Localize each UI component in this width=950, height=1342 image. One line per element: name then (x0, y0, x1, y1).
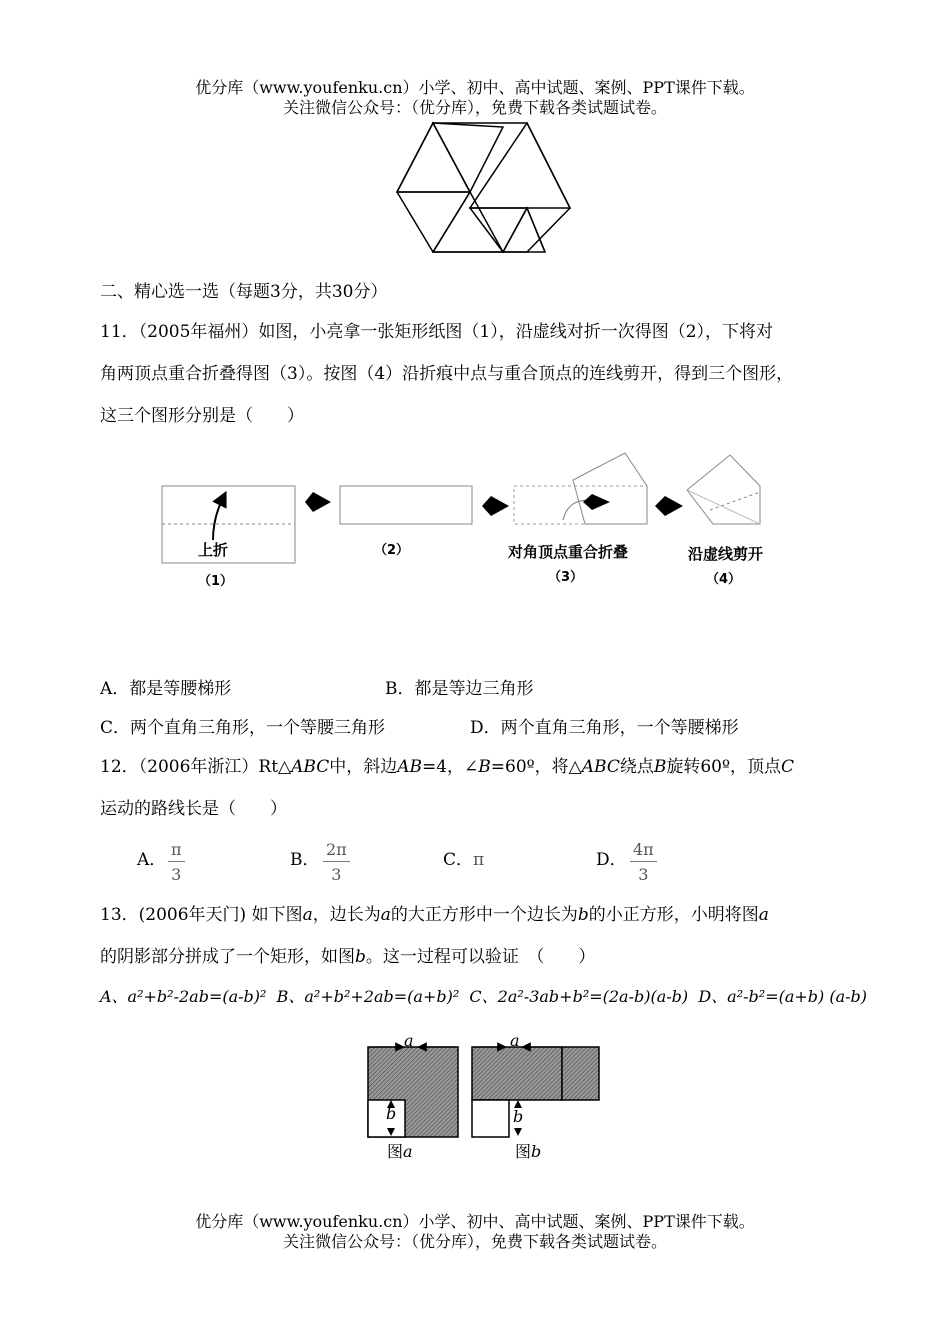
q12-option-d-fraction: $\frac{4\pi}{3}$ (630, 840, 657, 884)
triangle-left-upper (397, 123, 470, 192)
q12-option-c-label: C．π (443, 850, 485, 870)
shape-4 (687, 455, 760, 524)
paper-folding-figure (155, 450, 795, 600)
q13-option-a: A、a²+b²-2ab=(a-b)² (100, 987, 267, 1006)
fig-a-label-a: a (404, 1031, 414, 1050)
label-fig-3-caption: 对角顶点重合折叠 (508, 543, 629, 561)
q13-line-2: 的阴影部分拼成了一个矩形，如图b。这一过程可以验证 （ ） (100, 947, 596, 967)
q11-line-3: 这三个图形分别是（ ） (100, 406, 304, 426)
q11-option-c: C．两个直角三角形，一个等腰三角形 (100, 718, 386, 738)
fold-up-arrow (213, 498, 223, 540)
q12-option-d-label: D． (596, 850, 627, 870)
q13-option-c: C、2a²-3ab+b²=(2a-b)(a-b) (469, 987, 689, 1006)
q11-line-1: 11．（2005年福州）如图，小亮拿一张矩形纸图（1），沿虚线对折一次得图（2），下将对 (100, 322, 774, 342)
label-fig-4: （4） (706, 572, 742, 587)
fig-a-caption: 图a (387, 1142, 413, 1161)
fig-a-label-b: b (386, 1104, 397, 1123)
footer-line-2: 关注微信公众号：（优分库），免费下载各类试题试卷。 (282, 1232, 667, 1251)
label-fig-3: （3） (548, 570, 584, 585)
next-arrow-2 (482, 506, 509, 516)
hexagon-triangles-figure (390, 120, 580, 255)
q13-option-b: B、a²+b²+2ab=(a+b)² (276, 987, 460, 1006)
fig-b-label-a: a (510, 1031, 520, 1050)
rectangle-2 (340, 486, 472, 524)
figure-a (368, 1047, 458, 1137)
next-arrow-1 (305, 502, 331, 512)
q11-option-d: D．两个直角三角形，一个等腰梯形 (470, 718, 739, 738)
q12-option-b-label: B． (290, 850, 320, 870)
squares-figure (360, 1032, 610, 1142)
label-fig-1: （1） (198, 574, 234, 589)
label-fold-up: 上折 (198, 541, 229, 559)
header-line-2: 关注微信公众号：（优分库），免费下载各类试题试卷。 (282, 98, 667, 117)
q11-option-b: B．都是等边三角形 (385, 679, 534, 699)
q11-line-2: 角两顶点重合折叠得图（3）。按图（4）沿折痕中点与重合顶点的连线剪开，得到三个图形， (100, 364, 794, 384)
section-title: 二、精心选一选（每题3分，共30分） (100, 282, 388, 302)
q13-line-1: 13．(2006年天门) 如下图a，边长为a的大正方形中一个边长为b的小正方形，小明将图a (100, 905, 769, 925)
q12-option-a-fraction: $\frac{\pi}{3}$ (168, 840, 185, 884)
figure-b (472, 1047, 599, 1137)
rectangle-3-dashed (514, 486, 647, 524)
label-fig-2: （2） (374, 543, 410, 558)
triangle-right-upper (470, 123, 570, 208)
q12-option-a-label: A． (137, 850, 167, 870)
q13-options-line (100, 986, 867, 1008)
footer-line-1: 优分库（www.youfenku.cn）小学、初中、高中试题、案例、PPT课件下载。 (195, 1212, 755, 1231)
header-line-1: 优分库（www.youfenku.cn）小学、初中、高中试题、案例、PPT课件下载。 (195, 78, 755, 97)
fold-arrow (583, 502, 610, 510)
label-fig-4-caption: 沿虚线剪开 (688, 545, 764, 563)
next-arrow-3 (655, 506, 683, 516)
q11-option-a: A．都是等腰梯形 (100, 679, 232, 699)
q12-line-2: 运动的路线长是（ ） (100, 799, 287, 819)
q12-line-1: 12．（2006年浙江）Rt△ABC中，斜边AB=4，∠B=60º，将△ABC绕点B旋转60º，顶点C (100, 757, 794, 777)
q12-option-b-fraction: $\frac{2\pi}{3}$ (323, 840, 350, 884)
fig-b-label-b: b (513, 1107, 524, 1126)
q13-option-d: D、a²-b²=(a+b) (a-b) (698, 987, 868, 1006)
fig-b-caption: 图b (515, 1142, 542, 1161)
